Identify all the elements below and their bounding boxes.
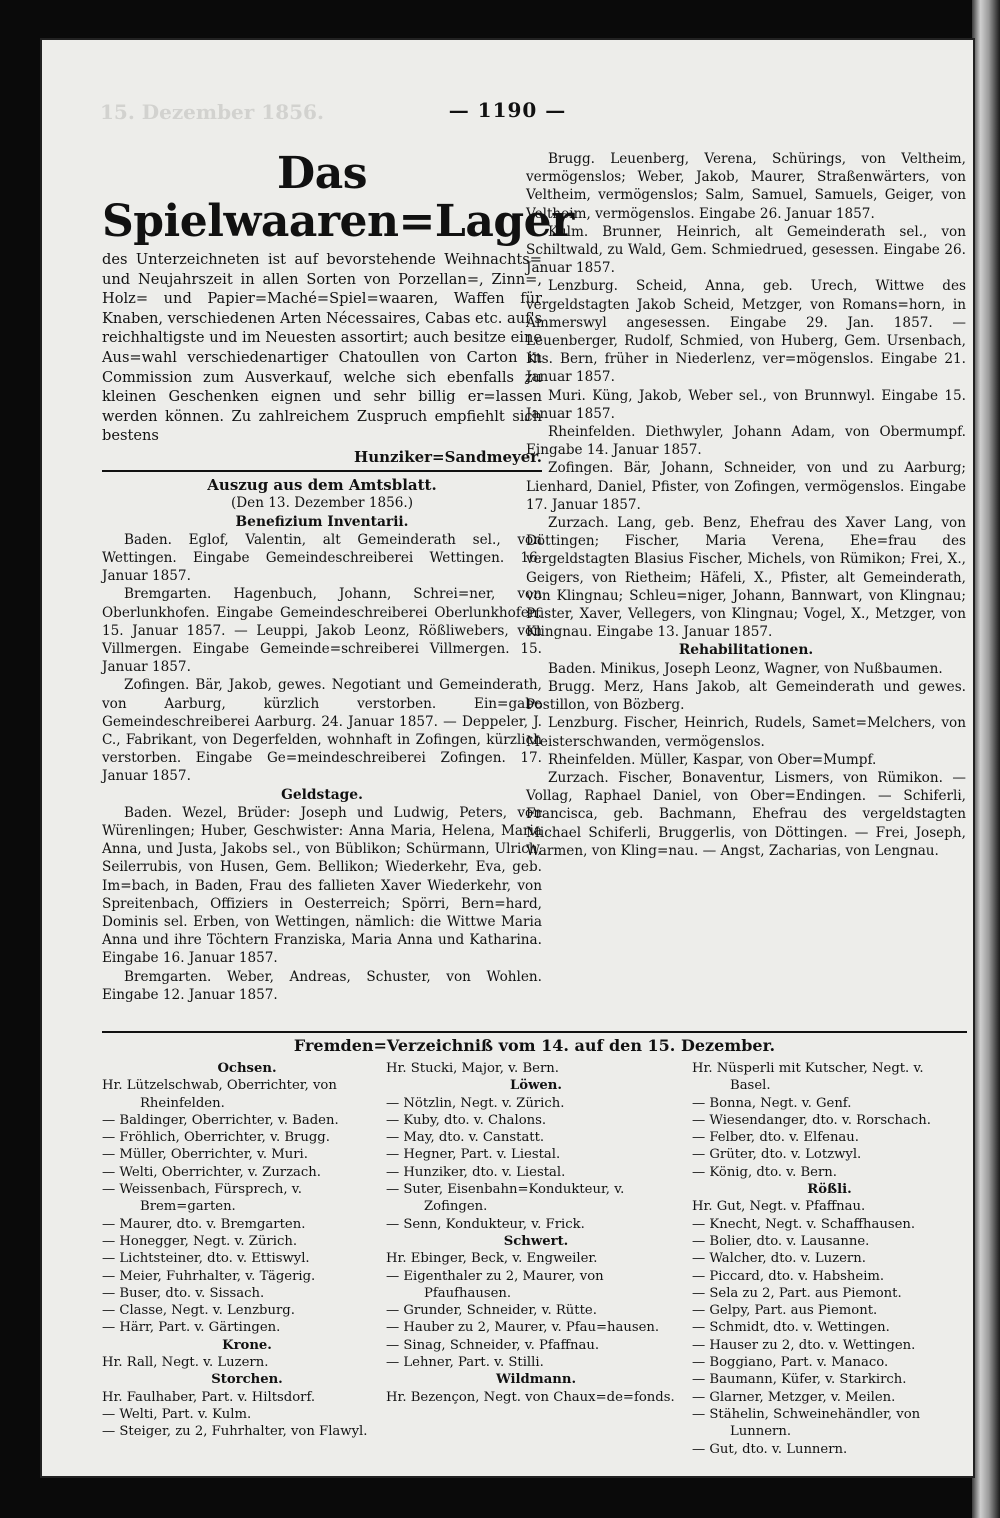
guest-entry: — Baldinger, Oberrichter, v. Baden.	[102, 1112, 339, 1128]
guest-entry: — Glarner, Metzger, v. Meilen.	[692, 1389, 896, 1405]
guest-entry: — Senn, Kondukteur, v. Frick.	[386, 1216, 585, 1232]
guest-entry: — Fröhlich, Oberrichter, v. Brugg.	[102, 1130, 330, 1146]
guest-entry: — Classe, Negt. v. Lenzburg.	[102, 1303, 295, 1319]
guest-entry: — Welti, Part. v. Kulm.	[102, 1406, 252, 1422]
guest-list-column-2	[386, 1060, 686, 1406]
guest-entry: Hr. Ebinger, Beck, v. Engweiler.	[386, 1251, 598, 1267]
left-column	[102, 146, 574, 1004]
advertisement-body: des Unterzeichneten ist auf bevorstehende Weihnachts= und Neujahrszeit in allen Sorten von Porzellan=, Zinn=, Holz= und Papier=Maché=Spiel=waaren, Waffen für Knaben, verschiedenen Arten Nécessaires, Cabas etc. auf's reichhaltigste und im Neuesten assortirt; auch besitze eine Aus=wahl verschiedenartiger Chatoullen von Carton in Commission zum Ausverkauf, welche sich ebenfalls zu kleinen Geschenken eignen und sehr billig er=lassen werden können. Zu zahlreichem Zuspruch empfiehlt sich bestens	[102, 251, 542, 445]
guest-entry: — Knecht, Negt. v. Schaffhausen.	[692, 1216, 916, 1232]
notice-paragraph: Muri. Küng, Jakob, Weber sel., von Brunnwyl. Eingabe 15. Januar 1857.	[526, 387, 966, 422]
guest-entry: — Walcher, dto. v. Luzern.	[692, 1251, 866, 1267]
fremden-verzeichnis-title: Fremden=Verzeichniß vom 14. auf den 15. Dezember.	[293, 1036, 776, 1055]
guest-entry: Hr. Rall, Negt. v. Luzern.	[102, 1355, 269, 1371]
notice-paragraph: Zurzach. Fischer, Bonaventur, Lismers, von Rümikon. — Vollag, Raphael Daniel, von Ober=Endingen. — Schiferli, Francisca, geb. Bachmann, Ehefrau des vergeldstagten Michael Schiferli, Bruggerlis, von Döttingen. — Frei, Joseph, Warmen, von Kling=nau. — Angst, Zacharias, von Lengnau.	[526, 769, 966, 859]
guest-entry: — Baumann, Küfer, v. Starkirch.	[692, 1372, 907, 1388]
guest-entry: — Weissenbach, Fürsprech, v. Brem=garten.	[102, 1182, 302, 1215]
guest-entry: — Bolier, dto. v. Lausanne.	[692, 1233, 870, 1249]
guest-entry: — Härr, Part. v. Gärtingen.	[102, 1320, 281, 1336]
guest-entry: Hr. Bezençon, Negt. von Chaux=de=fonds.	[386, 1389, 675, 1405]
geldstage-heading: Geldstage.	[281, 786, 363, 803]
guest-entry: — Müller, Oberrichter, v. Muri.	[102, 1147, 308, 1163]
notice-paragraph: Brugg. Leuenberg, Verena, Schürings, von Veltheim, vermögenslos; Weber, Jakob, Maurer, Straßenwärters, von Veltheim, vermögenslos; Salm, Samuel, Samuels, Geiger, von Veltheim, vermögenslos. Eingabe 26. Januar 1857.	[526, 151, 966, 222]
guest-entry: Hr. Nüsperli mit Kutscher, Negt. v. Basel.	[692, 1061, 924, 1094]
guest-entry: — Boggiano, Part. v. Manaco.	[692, 1355, 889, 1371]
hotel-heading: Rößli.	[807, 1182, 852, 1198]
guest-entry: Hr. Stucki, Major, v. Bern.	[386, 1061, 559, 1076]
guest-entry: — Felber, dto. v. Elfenau.	[692, 1130, 859, 1146]
guest-entry: — Suter, Eisenbahn=Kondukteur, v. Zofingen.	[386, 1182, 625, 1215]
guest-entry: — Sela zu 2, Part. aus Piemont.	[692, 1285, 902, 1301]
guest-entry: — Stähelin, Schweinehändler, von Lunnern.	[692, 1406, 921, 1440]
section-divider	[102, 1031, 967, 1033]
guest-entry: — Piccard, dto. v. Habsheim.	[692, 1268, 885, 1284]
guest-entry: — Schmidt, dto. v. Wettingen.	[692, 1320, 890, 1336]
benefizium-heading: Benefizium Inventarii.	[235, 513, 409, 530]
guest-entry: — Kuby, dto. v. Chalons.	[386, 1112, 547, 1128]
guest-entry: — Welti, Oberrichter, v. Zurzach.	[102, 1164, 321, 1180]
guest-entry: Hr. Faulhaber, Part. v. Hiltsdorf.	[102, 1389, 316, 1405]
guest-entry: Hr. Lützelschwab, Oberrichter, von Rheinfelden.	[102, 1078, 337, 1111]
newspaper-page	[40, 38, 975, 1478]
hotel-heading: Schwert.	[503, 1233, 569, 1249]
notice-paragraph: Rheinfelden. Müller, Kaspar, von Ober=Mumpf.	[548, 751, 877, 768]
guest-entry: — Buser, dto. v. Sissach.	[102, 1285, 265, 1301]
amtsblatt-date: (Den 13. Dezember 1856.)	[230, 495, 414, 512]
guest-entry: — König, dto. v. Bern.	[692, 1164, 837, 1180]
guest-entry: — Sinag, Schneider, v. Pfaffnau.	[386, 1337, 600, 1353]
guest-entry: — Hegner, Part. v. Liestal.	[386, 1147, 561, 1163]
hotel-heading: Löwen.	[510, 1078, 562, 1094]
notice-paragraph: Zofingen. Bär, Johann, Schneider, von und zu Aarburg; Lienhard, Daniel, Pfister, von Zofingen, vermögenslos. Eingabe 17. Januar 1857.	[526, 460, 966, 513]
notice-paragraph: Baden. Minikus, Joseph Leonz, Wagner, von Nußbaumen.	[548, 660, 943, 677]
notice-paragraph: Zofingen. Bär, Jakob, gewes. Negotiant und Gemeinderath, von Aarburg, kürzlich verstorben. Ein=gabe Gemeindeschreiberei Aarburg. 24. Januar 1857. — Deppeler, J. C., Fabrikant, von Degerfelden, wohnhaft in Zofingen, kürzlich verstorben. Eingabe Ge=meindeschreiberei Zofingen. 17. Januar 1857.	[102, 677, 542, 785]
guest-entry: — Hauser zu 2, dto. v. Wettingen.	[692, 1337, 916, 1353]
guest-list-column-3	[692, 1060, 967, 1458]
guest-entry: — May, dto. v. Canstatt.	[386, 1130, 545, 1146]
guest-entry: — Gelpy, Part. aus Piemont.	[692, 1303, 878, 1319]
guest-entry: — Wiesendanger, dto. v. Rorschach.	[692, 1112, 931, 1128]
hotel-heading: Ochsen.	[217, 1061, 277, 1076]
guest-entry: — Hunziker, dto. v. Liestal.	[386, 1164, 566, 1180]
guest-entry: Hr. Gut, Negt. v. Pfaffnau.	[692, 1199, 866, 1215]
guest-entry: — Nötzlin, Negt. v. Zürich.	[386, 1095, 565, 1111]
guest-entry: — Lehner, Part. v. Stilli.	[386, 1355, 544, 1371]
guest-list-column-1	[102, 1060, 392, 1441]
guest-entry: — Hauber zu 2, Maurer, v. Pfau=hausen.	[386, 1320, 660, 1336]
notice-paragraph: Bremgarten. Hagenbuch, Johann, Schrei=ner, von Oberlunkhofen. Eingabe Gemeindeschreiberei Oberlunkhofen. 15. Januar 1857. — Leuppi, Jakob Leonz, Rößliwebers, von Villmergen. Eingabe Gemeinde=schreiberei Villmergen. 15. Januar 1857.	[102, 586, 542, 676]
amtsblatt-heading: Auszug aus dem Amtsblatt.	[207, 476, 437, 495]
guest-entry: — Maurer, dto. v. Bremgarten.	[102, 1216, 306, 1232]
guest-entry: — Meier, Fuhrhalter, v. Tägerig.	[102, 1268, 316, 1284]
guest-entry: — Grüter, dto. v. Lotzwyl.	[692, 1147, 862, 1163]
notice-paragraph: Baden. Eglof, Valentin, alt Gemeinderath sel., von Wettingen. Eingabe Gemeindeschreiberei Wettingen. 16. Januar 1857.	[102, 531, 542, 585]
advertisement-signature: Hunziker=Sandmeyer.	[354, 447, 542, 466]
notice-paragraph: Rheinfelden. Diethwyler, Johann Adam, von Obermumpf. Eingabe 14. Januar 1857.	[526, 424, 966, 459]
rehabilitationen-heading: Rehabilitationen.	[678, 642, 814, 659]
notice-paragraph: Bremgarten. Weber, Andreas, Schuster, von Wohlen. Eingabe 12. Januar 1857.	[102, 968, 542, 1003]
book-spine	[972, 0, 1000, 1518]
notice-paragraph: Brugg. Merz, Hans Jakob, alt Gemeinderath und gewes. Postillon, von Bözberg.	[526, 678, 966, 714]
right-column	[526, 150, 966, 860]
bleed-through-text: 15. Dezember 1856.	[100, 100, 324, 124]
page-number: — 1190 —	[448, 98, 567, 122]
hotel-heading: Krone.	[222, 1337, 272, 1353]
hotel-heading: Storchen.	[211, 1372, 283, 1388]
notice-paragraph: Lenzburg. Fischer, Heinrich, Rudels, Samet=Melchers, von Meisterschwanden, vermögenslos.	[526, 715, 966, 750]
guest-entry: — Bonna, Negt. v. Genf.	[692, 1095, 852, 1111]
hotel-heading: Wildmann.	[495, 1372, 577, 1388]
notice-paragraph: Lenzburg. Scheid, Anna, geb. Urech, Wittwe des vergeldstagten Jakob Scheid, Metzger, von Romans=horn, in Ammerswyl angesessen. Eingabe 29. Jan. 1857. — Leuenberger, Rudolf, Schmied, von Huberg, Gem. Ursenbach, Kts. Bern, früher in Niederlenz, ver=mögenslos. Eingabe 21. Januar 1857.	[526, 278, 966, 386]
section-rule	[102, 470, 542, 472]
advertisement-title: Das Spielwaaren=Lager	[102, 148, 574, 247]
notice-paragraph: Zurzach. Lang, geb. Benz, Ehefrau des Xaver Lang, von Döttingen; Fischer, Maria Verena, Ehe=frau des vergeldstagten Blasius Fischer, Michels, von Rümikon; Frei, X., Geigers, von Rietheim; Häfeli, X., Pfister, alt Gemeinderath, von Klingnau; Schleu=niger, Johann, Bannwart, von Klingnau; Pfister, Xaver, Vellegers, von Klingnau; Vogel, X., Metzger, von Klingnau. Eingabe 13. Januar 1857.	[526, 515, 966, 641]
guest-entry: — Honegger, Negt. v. Zürich.	[102, 1233, 298, 1249]
guest-entry: — Grunder, Schneider, v. Rütte.	[386, 1303, 597, 1319]
notice-paragraph: Kulm. Brunner, Heinrich, alt Gemeinderath sel., von Schiltwald, zu Wald, Gem. Schmiedrued, gesessen. Eingabe 26. Januar 1857.	[526, 223, 966, 277]
guest-entry: — Lichtsteiner, dto. v. Ettiswyl.	[102, 1251, 310, 1267]
guest-entry: — Gut, dto. v. Lunnern.	[692, 1441, 848, 1457]
guest-entry: — Eigenthaler zu 2, Maurer, von Pfaufhausen.	[386, 1268, 604, 1301]
guest-entry: — Steiger, zu 2, Fuhrhalter, von Flawyl.	[102, 1424, 368, 1440]
notice-paragraph: Baden. Wezel, Brüder: Joseph und Ludwig, Peters, von Würenlingen; Huber, Geschwister: Anna Maria, Helena, Maria Anna, und Justa, Jakobs sel., von Büblikon; Schürmann, Ulrich, Seilerrubis, von Husen, Gem. Bellikon; Wiederkehr, Eva, geb. Im=bach, in Baden, Frau des fallieten Xaver Wiederkehr, von Spreitenbach, Offiziers in Oesterreich; Spörri, Bern=hard, Dominis sel. Erben, von Wettingen, nämlich: die Wittwe Maria Anna und ihre Töchtern Franziska, Maria Anna und Katharina. Eingabe 16. Januar 1857.	[102, 804, 542, 967]
